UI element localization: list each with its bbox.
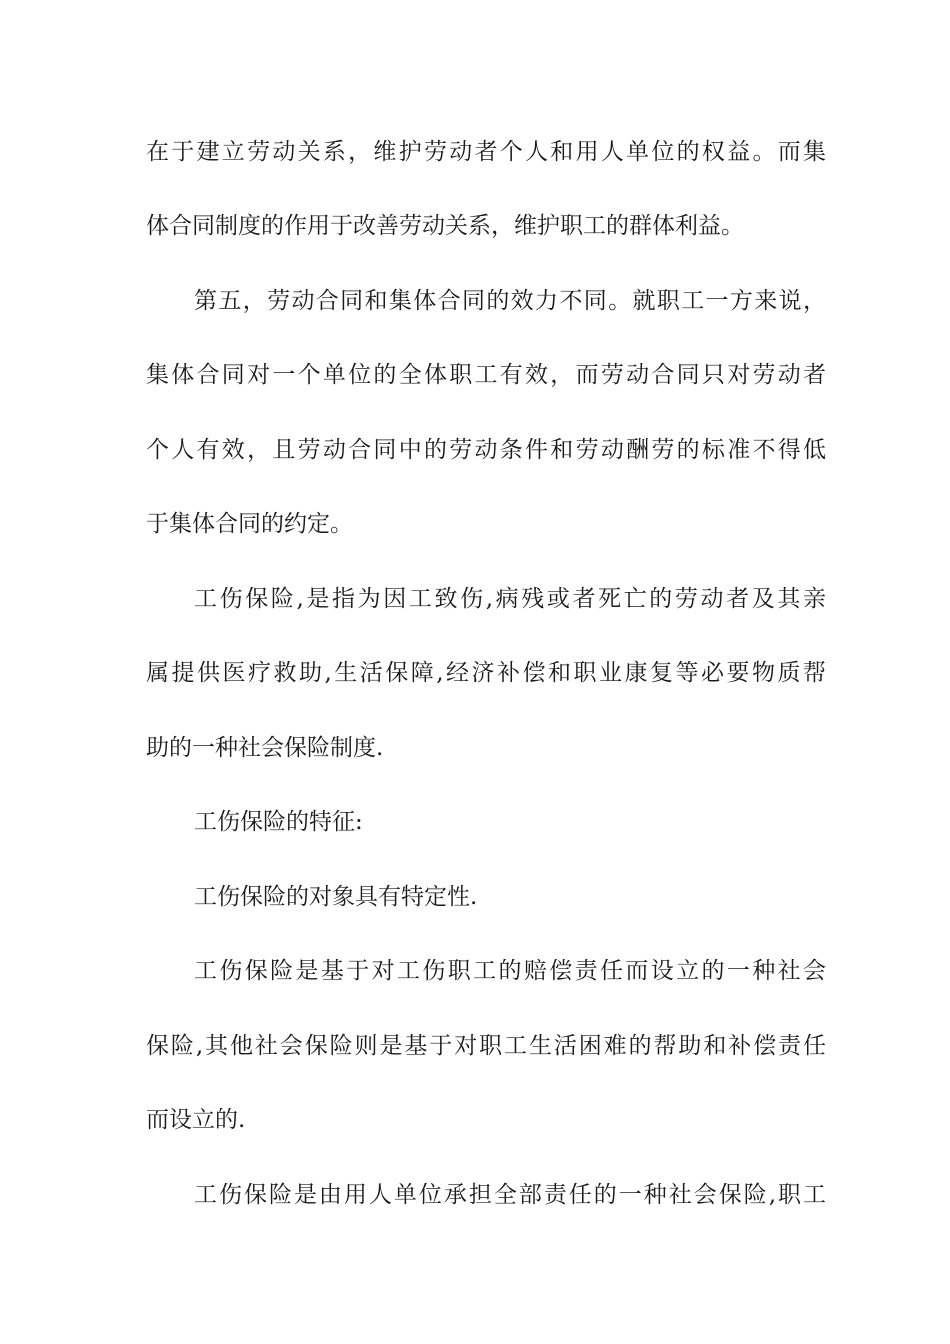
text-line: 保险,其他社会保险则是基于对职工生活困难的帮助和补偿责任	[146, 1033, 826, 1059]
text-line: 属提供医疗救助,生活保障,经济补偿和职业康复等必要物质帮	[146, 660, 826, 686]
text-line: 工伤保险是由用人单位承担全部责任的一种社会保险,职工	[194, 1182, 826, 1208]
text-line: 于集体合同的约定。	[146, 511, 353, 537]
text-line: 在于建立劳动关系，维护劳动者个人和用人单位的权益。而集	[146, 139, 826, 165]
text-line: 而设立的.	[146, 1107, 246, 1133]
text-line: 工伤保险的对象具有特定性.	[194, 884, 478, 910]
text-line: 助的一种社会保险制度.	[146, 735, 384, 761]
text-line: 工伤保险是基于对工伤职工的赔偿责任而设立的一种社会	[194, 958, 826, 984]
text-line: 集体合同对一个单位的全体职工有效，而劳动合同只对劳动者	[146, 362, 826, 388]
text-line: 工伤保险的特征:	[194, 809, 363, 835]
text-line: 个人有效，且劳动合同中的劳动条件和劳动酬劳的标准不得低	[146, 437, 826, 463]
text-line: 工伤保险,是指为因工致伤,病残或者死亡的劳动者及其亲	[194, 586, 826, 612]
text-line: 体合同制度的作用于改善劳动关系，维护职工的群体利益。	[146, 213, 744, 239]
text-line: 第五，劳动合同和集体合同的效力不同。就职工一方来说，	[194, 288, 826, 314]
